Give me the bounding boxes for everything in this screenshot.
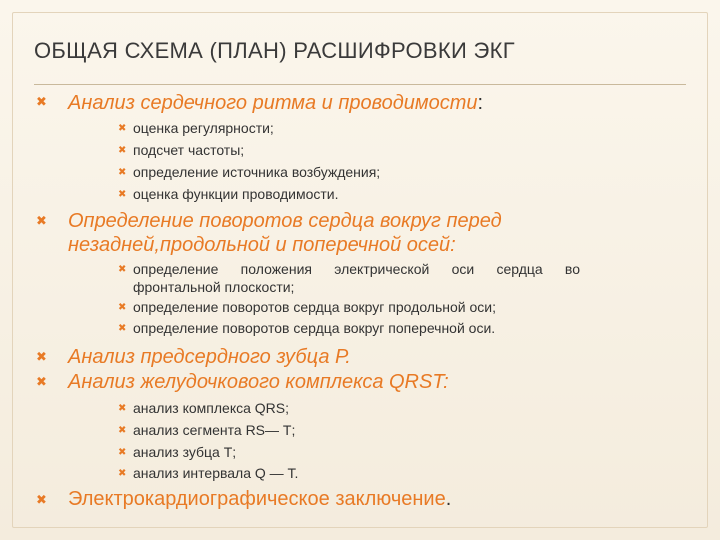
x-mark-bullet-icon: ✖ [118,264,127,275]
x-mark-bullet-icon: ✖ [118,323,127,334]
section-heading-conclusion-period: . [445,488,452,510]
section-heading-rhythm [68,91,483,115]
x-mark-bullet-icon: ✖ [118,468,127,479]
title-divider [34,84,686,85]
list-item: определение поворотов сердца вокруг поперечной оси. [133,320,496,336]
section-heading-rhythm-colon: : [477,92,484,114]
x-mark-bullet-icon: ✖ [118,123,127,134]
x-mark-bullet-icon: ✖ [118,189,127,200]
x-mark-bullet-icon: ✖ [118,167,127,178]
section-heading-p-wave: Анализ предсердного зубца Р. [68,346,351,368]
list-item: анализ комплекса QRS; [133,400,290,416]
list-item: анализ зубца Т; [133,444,237,460]
section-heading-rotation-line2: незадней,продольной и поперечной осей: [68,234,456,256]
section-heading-rhythm-text: Анализ сердечного ритма и проводимости [68,92,478,114]
x-mark-bullet-icon: ✖ [118,302,127,313]
slide-title: ОБЩАЯ СХЕМА (ПЛАН) РАСШИФРОВКИ ЭКГ [34,38,515,63]
list-item: оценка функции проводимости. [133,186,339,202]
section-heading-qrst: Анализ желудочкового комплекса QRST: [68,371,449,393]
x-mark-bullet-icon: ✖ [118,145,127,156]
list-item: анализ сегмента RS— Т; [133,422,296,438]
x-mark-bullet-icon: ✖ [118,403,127,414]
x-mark-bullet-icon: ✖ [118,447,127,458]
list-item: анализ интервала Q — Т. [133,465,299,481]
list-item: определение положения электрической оси сердца во [133,261,580,277]
x-mark-bullet-icon: ✖ [36,94,47,109]
x-mark-bullet-icon: ✖ [118,425,127,436]
section-heading-conclusion [68,487,451,511]
section-heading-conclusion-text: Электрокардиографическое заключение [68,488,446,510]
list-item: определение поворотов сердца вокруг продольной оси; [133,299,496,315]
x-mark-bullet-icon: ✖ [36,349,47,364]
list-item-continuation: фронтальной плоскости; [133,279,295,295]
list-item: определение источника возбуждения; [133,164,381,180]
section-heading-rotation-line1: Определение поворотов сердца вокруг перед [68,210,502,232]
x-mark-bullet-icon: ✖ [36,213,47,228]
list-item: подсчет частоты; [133,142,245,158]
list-item: оценка регулярности; [133,120,274,136]
x-mark-bullet-icon: ✖ [36,492,47,507]
x-mark-bullet-icon: ✖ [36,374,47,389]
